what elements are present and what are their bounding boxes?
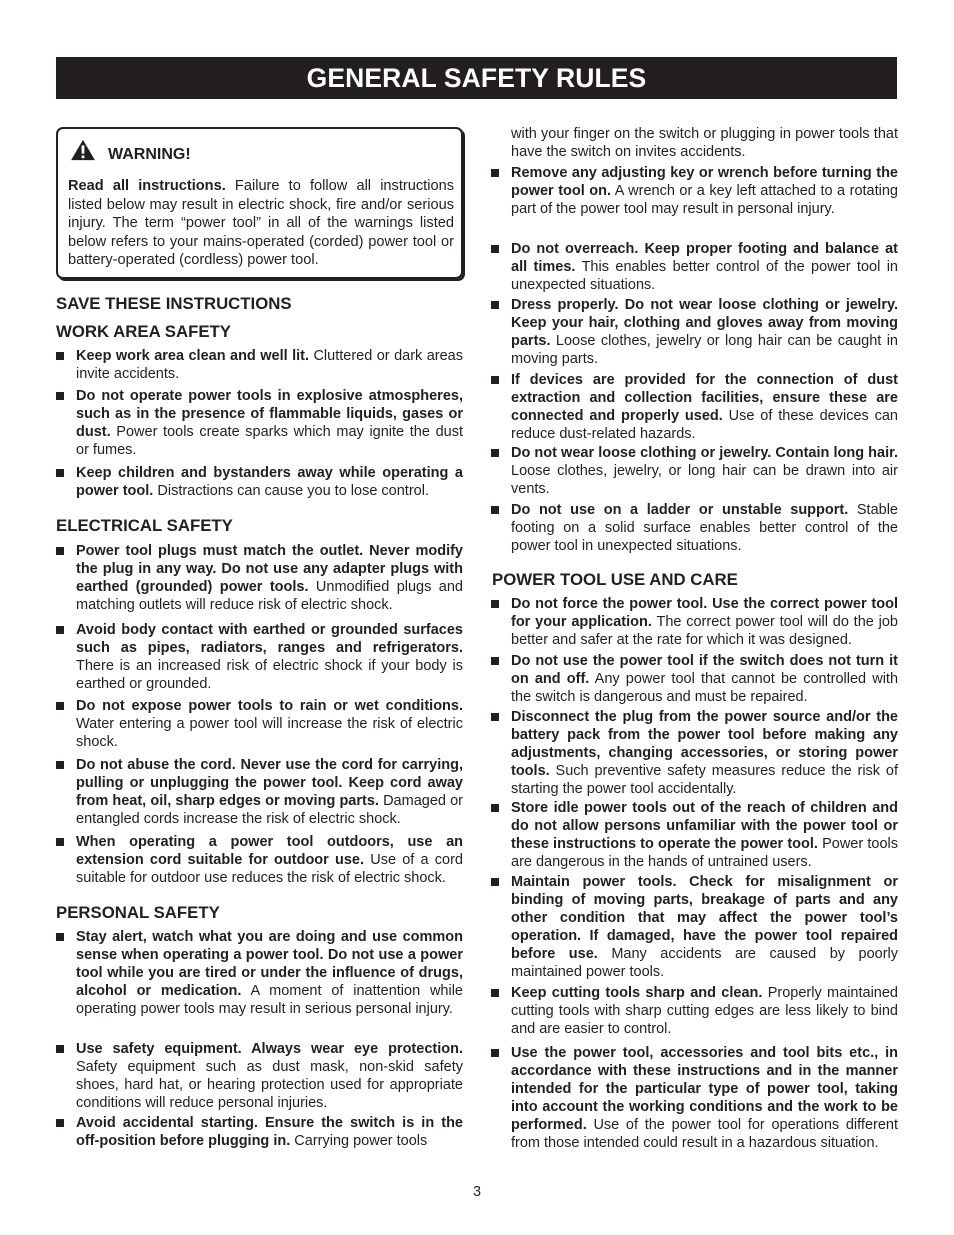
bullet-square: [56, 1045, 64, 1053]
tool-use-item: Do not force the power tool. Use the correct power tool for your application. The correct power tool will do the job better and safer at the rate for which it was designed.: [511, 595, 898, 649]
electrical-item: When operating a power tool outdoors, use an extension cord suitable for outdoor use. Use of a cord suitable for outdoor use reduces the risk of electric shock.: [76, 833, 463, 887]
personal-heading: PERSONAL SAFETY: [56, 903, 220, 922]
bullet-square: [491, 506, 499, 514]
personal-item: If devices are provided for the connection of dust extraction and collection facilities, ensure these are connected and properly used. Use of these devices can reduce dust-related hazards.: [511, 371, 898, 443]
warning-text: [68, 177, 454, 270]
tool-use-item: Disconnect the plug from the power source and/or the battery pack from the power tool before making any adjustments, changing accessories, or storing power tools. Such preventive safety measures reduce the risk of starting the power tool accidentally.: [511, 708, 898, 798]
electrical-item: Do not abuse the cord. Never use the cord for carrying, pulling or unplugging the power tool. Keep cord away from heat, oil, sharp edges or moving parts. Damaged or entangled cords increase the risk of electric shock.: [76, 756, 463, 828]
electrical-heading: ELECTRICAL SAFETY: [56, 516, 233, 535]
personal-item: Stay alert, watch what you are doing and use common sense when operating a power tool. Do not use a power tool while you are tired or under the influence of drugs, alcohol or medication. A moment of inattention while operating power tools may result in serious personal injury.: [76, 928, 463, 1018]
bullet-square: [491, 878, 499, 886]
work-area-item: Keep work area clean and well lit. Cluttered or dark areas invite accidents.: [76, 347, 463, 383]
bullet-square: [491, 989, 499, 997]
bullet-square: [491, 1049, 499, 1057]
bullet-square: [56, 352, 64, 360]
bullet-square: [491, 600, 499, 608]
bullet-square: [56, 702, 64, 710]
electrical-item: Power tool plugs must match the outlet. Never modify the plug in any way. Do not use any adapter plugs with earthed (grounded) power tools. Unmodified plugs and matching outlets will reduce risk of electric shock.: [76, 542, 463, 614]
bullet-square: [491, 301, 499, 309]
page-title: GENERAL SAFETY RULES: [56, 57, 897, 99]
bullet-square: [491, 657, 499, 665]
bullet-square: [491, 169, 499, 177]
bullet-square: [56, 547, 64, 555]
personal-item: Do not use on a ladder or unstable support. Stable footing on a solid surface enables better control of the power tool in unexpected situations.: [511, 501, 898, 555]
warning-header: [69, 146, 191, 164]
save-instructions-heading: SAVE THESE INSTRUCTIONS: [56, 294, 292, 313]
warning-body-text: Failure to follow all instructions listed below may result in electric shock, fire and/or serious injury. The term “power tool” in all of the warnings listed below refers to your mains-operated (corded) power tool or battery-operated (cordless) power tool.: [68, 178, 455, 268]
work-area-heading: WORK AREA SAFETY: [56, 322, 231, 341]
warning-box: [56, 127, 463, 279]
bullet-square: [491, 713, 499, 721]
tool-use-heading: POWER TOOL USE AND CARE: [492, 570, 738, 589]
bullet-square: [491, 245, 499, 253]
bullet-square: [56, 392, 64, 400]
electrical-item: Avoid body contact with earthed or grounded surfaces such as pipes, radiators, ranges and refrigerators. There is an increased risk of electric shock if your body is earthed or grounded.: [76, 621, 463, 693]
tool-use-item: Do not use the power tool if the switch does not turn it on and off. Any power tool that cannot be controlled with the switch is dangerous and must be repaired.: [511, 652, 898, 706]
work-area-item: Keep children and bystanders away while operating a power tool. Distractions can cause you to lose control.: [76, 464, 463, 500]
personal-item: Avoid accidental starting. Ensure the switch is in the off-position before plugging in. Carrying power tools: [76, 1114, 463, 1150]
tool-use-item: Store idle power tools out of the reach of children and do not allow persons unfamiliar with the power tool or these instructions to operate the power tool. Power tools are dangerous in the hands of untrained users.: [511, 799, 898, 871]
personal-continuation: with your finger on the switch or plugging in power tools that have the switch on invites accidents.: [511, 126, 898, 160]
warning-label: WARNING!: [108, 146, 191, 163]
personal-item: Dress properly. Do not wear loose clothing or jewelry. Keep your hair, clothing and gloves away from moving parts. Loose clothes, jewelry or long hair can be caught in moving parts.: [511, 296, 898, 368]
electrical-item: Do not expose power tools to rain or wet conditions. Water entering a power tool will increase the risk of electric shock.: [76, 697, 463, 751]
personal-item: Do not overreach. Keep proper footing and balance at all times. This enables better control of the power tool in unexpected situations.: [511, 240, 898, 294]
work-area-item: Do not operate power tools in explosive atmospheres, such as in the presence of flammable liquids, gases or dust. Power tools create sparks which may ignite the dust or fumes.: [76, 387, 463, 459]
tool-use-item: Maintain power tools. Check for misalignment or binding of moving parts, breakage of parts and any other condition that may affect the power tool’s operation. If damaged, have the power tool repaired before use. Many accidents are caused by poorly maintained power tools.: [511, 873, 898, 981]
warning-lead: Read all instructions.: [68, 178, 226, 194]
warning-triangle-icon: [69, 139, 97, 161]
bullet-square: [491, 449, 499, 457]
bullet-square: [56, 1119, 64, 1127]
bullet-square: [491, 804, 499, 812]
bullet-square: [56, 933, 64, 941]
personal-item: Remove any adjusting key or wrench before turning the power tool on. A wrench or a key left attached to a rotating part of the power tool may result in personal injury.: [511, 164, 898, 218]
bullet-square: [56, 838, 64, 846]
page-number: 3: [472, 1184, 482, 1200]
tool-use-item: Keep cutting tools sharp and clean. Properly maintained cutting tools with sharp cutting edges are less likely to bind and are easier to control.: [511, 984, 898, 1038]
bullet-square: [56, 626, 64, 634]
personal-item: Do not wear loose clothing or jewelry. Contain long hair. Loose clothes, jewelry, or long hair can be drawn into air vents.: [511, 444, 898, 498]
bullet-square: [56, 469, 64, 477]
bullet-square: [56, 761, 64, 769]
tool-use-item: Use the power tool, accessories and tool bits etc., in accordance with these instructions and in the manner intended for the particular type of power tool, taking into account the working conditions and the work to be performed. Use of the power tool for operations different from those intended could result in a hazardous situation.: [511, 1044, 898, 1152]
personal-item: Use safety equipment. Always wear eye protection. Safety equipment such as dust mask, non-skid safety shoes, hard hat, or hearing protection used for appropriate conditions will reduce personal injuries.: [76, 1040, 463, 1112]
bullet-square: [491, 376, 499, 384]
